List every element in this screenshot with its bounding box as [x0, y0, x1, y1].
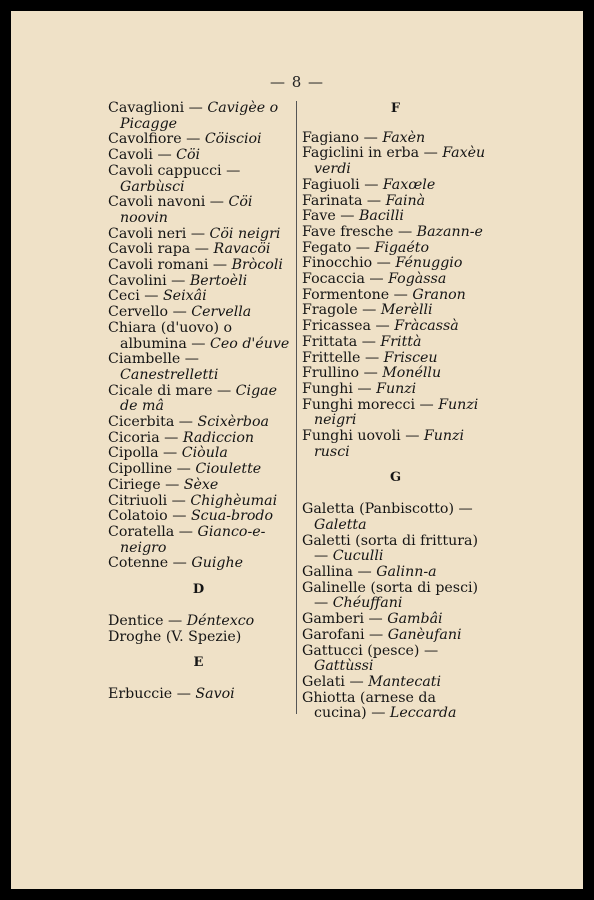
dictionary-entry	[302, 612, 490, 628]
entry-term: Cavoli rapa —	[108, 241, 214, 258]
section-letter: D	[192, 582, 206, 598]
dictionary-entry	[302, 256, 490, 272]
dictionary-entry	[108, 101, 290, 132]
entry-translation: Bacilli	[358, 208, 404, 225]
entry-term: Cavoli neri —	[108, 225, 210, 242]
left-column	[108, 101, 290, 703]
dictionary-entry	[108, 274, 290, 290]
entry-translation: Cöiscioi	[204, 131, 262, 148]
entry-term: Cipolla —	[108, 445, 182, 462]
entry-term: Cavoli navoni —	[108, 194, 229, 211]
entry-translation: Granon	[412, 286, 466, 303]
entry-term: Droghe (V. Spezie)	[108, 628, 242, 645]
section-letter: E	[193, 655, 205, 671]
entry-term: Galetti (sorta di frittura) —	[302, 532, 478, 565]
entry-term: Cavoli —	[108, 147, 177, 164]
entry-term: Farinata —	[302, 192, 386, 209]
entry-term: Galinelle (sorta di pesci) —	[302, 579, 479, 612]
entry-term: Dentice —	[108, 612, 187, 629]
page-number: — 8 —	[269, 73, 325, 91]
dictionary-entry	[108, 509, 290, 525]
entry-term: Ciriege —	[108, 476, 184, 493]
dictionary-entry	[302, 225, 490, 241]
entry-translation: Cöi	[176, 147, 201, 164]
dictionary-entry	[302, 382, 490, 398]
dictionary-entry	[302, 366, 490, 382]
dictionary-entry	[108, 630, 290, 646]
dictionary-entry	[108, 321, 290, 352]
entry-translation: Faxèn	[382, 129, 426, 146]
dictionary-entry	[302, 288, 490, 304]
entry-term: Cicale di mare —	[108, 382, 236, 399]
dictionary-entry	[302, 502, 490, 533]
entry-translation: Frittà	[380, 333, 422, 350]
entry-translation: Galetta	[314, 516, 367, 533]
entry-translation: Galinn-a	[376, 563, 437, 580]
dictionary-entry	[108, 556, 290, 572]
entry-translation: Ciòula	[181, 445, 228, 462]
dictionary-entry	[302, 303, 490, 319]
dictionary-entry	[302, 565, 490, 581]
dictionary-entry	[302, 644, 490, 675]
dictionary-entry	[302, 209, 490, 225]
entry-term: Funghi morecci —	[302, 396, 439, 413]
entry-translation: Fénuggio	[395, 255, 463, 272]
entry-term: Cotenne —	[108, 555, 192, 572]
dictionary-entry	[302, 131, 490, 147]
entry-translation: Chighèumai	[190, 492, 278, 509]
entry-term: Gattucci (pesce) —	[302, 642, 439, 659]
entry-translation: Scixèrboa	[197, 414, 269, 431]
entry-translation: Cervella	[191, 304, 252, 321]
entry-translation: Sèxe	[183, 476, 219, 493]
entry-term: Finocchio —	[302, 255, 396, 272]
entry-term: Citriuoli —	[108, 492, 191, 509]
entry-term: Gelati —	[302, 673, 369, 690]
entry-translation: Déntexco	[186, 612, 255, 629]
entry-translation: Faxèu verdi	[314, 145, 486, 178]
entry-translation: Figaéto	[374, 239, 430, 256]
entry-translation: Garbùsci	[120, 178, 185, 195]
entry-translation: Cioulette	[195, 461, 262, 478]
entry-term: Funghi —	[302, 380, 377, 397]
dictionary-entry	[302, 628, 490, 644]
entry-term: Ceci —	[108, 288, 163, 305]
section-letter: G	[389, 470, 403, 486]
entry-term: Coratella —	[108, 523, 198, 540]
dictionary-entry	[302, 581, 490, 612]
entry-term: Fagiano —	[302, 129, 383, 146]
entry-translation: Savoi	[195, 685, 235, 702]
dictionary-entry	[108, 242, 290, 258]
entry-term: Gallina —	[302, 563, 377, 580]
entry-translation: Bròcoli	[231, 257, 283, 274]
entry-translation: Gambâi	[387, 611, 443, 628]
dictionary-entry	[108, 148, 290, 164]
dictionary-entry	[108, 258, 290, 274]
entry-term: Frittata —	[302, 333, 381, 350]
entry-term: Fave —	[302, 208, 359, 225]
dictionary-entry	[108, 446, 290, 462]
entry-term: Fave fresche —	[302, 223, 417, 240]
entry-term: Cavolfiore —	[108, 131, 205, 148]
entry-term: Cervello —	[108, 304, 192, 321]
entry-translation: Frisceu	[383, 349, 438, 366]
dictionary-entry	[302, 534, 490, 565]
entry-term: Garofani —	[302, 626, 388, 643]
entry-term: Cicerbita —	[108, 414, 198, 431]
entry-translation: Monéllu	[382, 365, 442, 382]
dictionary-entry	[108, 462, 290, 478]
entry-term: Formentone —	[302, 286, 413, 303]
dictionary-entry	[302, 178, 490, 194]
dictionary-entry	[302, 429, 490, 460]
dictionary-entry	[108, 431, 290, 447]
entry-term: Fragole —	[302, 302, 381, 319]
entry-translation: Merèlli	[380, 302, 433, 319]
entry-translation: Guighe	[191, 555, 243, 572]
entry-term: Fagiclini in erba —	[302, 145, 443, 162]
right-column	[302, 101, 490, 722]
entry-term: Colatoio —	[108, 508, 191, 525]
dictionary-entry	[302, 675, 490, 691]
entry-translation: Funzi rusci	[314, 428, 465, 460]
dictionary-entry	[108, 164, 290, 195]
entry-term: Frullino —	[302, 365, 383, 382]
dictionary-entry	[302, 351, 490, 367]
entry-translation: Ganèufani	[387, 626, 462, 643]
entry-translation: Mantecati	[368, 673, 442, 690]
entry-term: Funghi uovoli —	[302, 428, 424, 445]
entry-translation: Gattùssi	[314, 658, 374, 675]
entry-translation: Funzi neigri	[314, 396, 479, 429]
dictionary-entry	[108, 478, 290, 494]
dictionary-entry	[108, 687, 290, 703]
dictionary-entry	[108, 525, 290, 556]
entry-translation: Faxœle	[382, 176, 436, 193]
entry-term: Cavaglioni —	[108, 100, 208, 116]
entry-translation: Fogàssa	[388, 271, 447, 288]
entry-translation: Chéuffani	[332, 595, 403, 612]
entry-term: Erbuccie —	[108, 685, 196, 702]
dictionary-entry	[108, 305, 290, 321]
entry-term: Cipolline —	[108, 461, 196, 478]
entry-translation: Scua-brodo	[190, 508, 274, 525]
entry-translation: Ceo d'éuve	[210, 335, 290, 352]
dictionary-entry	[108, 384, 290, 415]
entry-translation: Leccarda	[389, 705, 457, 722]
entry-term: Gamberi —	[302, 611, 388, 628]
section-letter: F	[390, 101, 402, 116]
entry-translation: Cöi noovin	[120, 194, 253, 226]
dictionary-entry	[108, 289, 290, 305]
dictionary-entry	[302, 272, 490, 288]
entry-term: Ghiotta (arnese da cucina) —	[302, 689, 436, 722]
entry-translation: Ravacöi	[213, 241, 271, 258]
entry-translation: Bazann-e	[416, 223, 483, 240]
dictionary-entry	[302, 146, 490, 177]
entry-term: Cavolini —	[108, 272, 190, 289]
dictionary-entry	[302, 335, 490, 351]
dictionary-entry	[108, 195, 290, 226]
entry-translation: Fràcassà	[394, 318, 459, 335]
entry-term: Chiara (d'uovo) o albumina —	[108, 319, 233, 352]
entry-translation: Fainà	[385, 192, 426, 209]
dictionary-entry	[108, 614, 290, 630]
entry-translation: Radiccion	[182, 429, 255, 446]
dictionary-entry	[302, 691, 490, 722]
dictionary-entry	[302, 194, 490, 210]
entry-translation: Seixâi	[162, 288, 207, 305]
entry-translation: Bertoèli	[189, 272, 248, 289]
entry-term: Cavoli cappucci —	[108, 162, 241, 179]
entry-term: Fegato —	[302, 239, 375, 256]
entry-term: Fagiuoli —	[302, 176, 383, 193]
dictionary-entry	[302, 398, 490, 429]
entry-translation: Cuculli	[332, 548, 384, 565]
entry-translation: Funzi	[376, 380, 417, 397]
entry-term: Frittelle —	[302, 349, 384, 366]
entry-term: Fricassea —	[302, 318, 395, 335]
dictionary-entry	[108, 227, 290, 243]
book-page	[11, 11, 583, 889]
entry-translation: Cavigèe o Picagge	[120, 100, 279, 132]
dictionary-entry	[302, 319, 490, 335]
entry-translation: Cigae de mâ	[120, 382, 278, 415]
entry-translation: Canestrelletti	[120, 366, 219, 383]
entry-term: Cicoria —	[108, 429, 183, 446]
entry-translation: Cöi neigri	[209, 225, 281, 242]
dictionary-entry	[108, 352, 290, 383]
dictionary-entry	[108, 415, 290, 431]
dictionary-entry	[302, 241, 490, 257]
entry-term: Galetta (Panbiscotto) —	[302, 501, 473, 518]
entry-term: Focaccia —	[302, 271, 389, 288]
entry-term: Ciambelle —	[108, 351, 199, 368]
entry-translation: Gianco-e-neigro	[120, 523, 266, 556]
entry-term: Cavoli romani —	[108, 257, 232, 274]
dictionary-entry	[108, 494, 290, 510]
dictionary-entry	[108, 132, 290, 148]
column-divider	[296, 101, 297, 714]
